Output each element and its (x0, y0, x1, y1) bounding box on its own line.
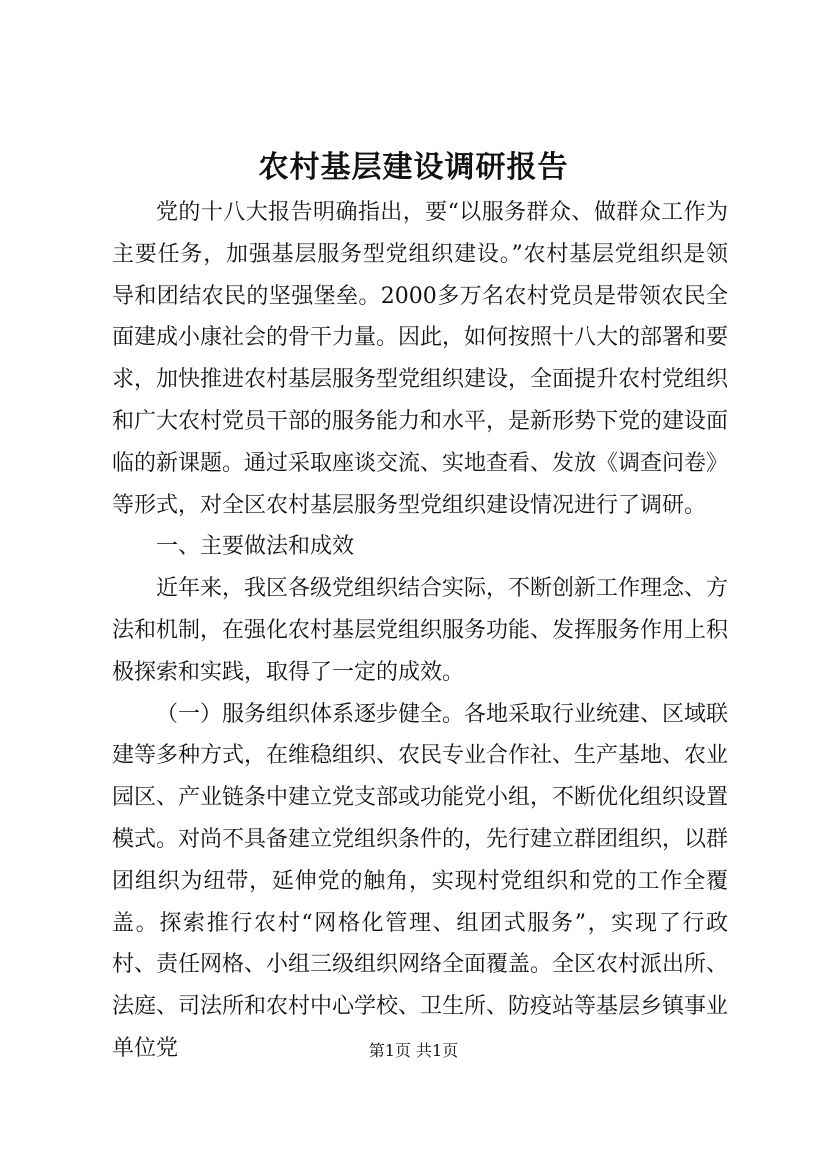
paragraph-organization-system: （一）服务组织体系逐步健全。各地采取行业统建、区域联建等多种方式，在维稳组织、农民专业合作社、生产基地、农业园区、产业链条中建立党支部或功能党小组，不断优化组织设置模式。对尚不具备建立党组织条件的，先行建立群团组织，以群团组织为纽带，延伸党的触角，实现村党组织和党的工作全覆盖。探索推行农村“网格化管理、组团式服务”，实现了行政村、责任网格、小组三级组织网络全面覆盖。全区农村派出所、法庭、司法所和农村中心学校、卫生所、防疫站等基层乡镇事业单位党 (112, 701, 729, 1061)
paragraph-overview: 近年来，我区各级党组织结合实际，不断创新工作理念、方法和机制，在强化农村基层党组织服务功能、发挥服务作用上积极探索和实践，取得了一定的成效。 (112, 576, 729, 685)
page-footer: 第1页 共1页 (368, 1041, 459, 1060)
document-title: 农村基层建设调研报告 (258, 150, 569, 185)
document-body (112, 192, 728, 1070)
section-heading: 一、主要做法和成效 (156, 534, 355, 560)
paragraph-intro: 党的十八大报告明确指出，要“以服务群众、做群众工作为主要任务，加强基层服务型党组织建设。”农村基层党组织是领导和团结农民的坚强堡垒。2000多万名农村党员是带领农民全面建成小康社会的骨干力量。因此，如何按照十八大的部署和要求，加快推进农村基层服务型党组织建设，全面提升农村党组织和广大农村党员干部的服务能力和水平，是新形势下党的建设面临的新课题。通过采取座谈交流、实地查看、发放《调查问卷》等形式，对全区农村基层服务型党组织建设情况进行了调研。 (112, 200, 729, 518)
